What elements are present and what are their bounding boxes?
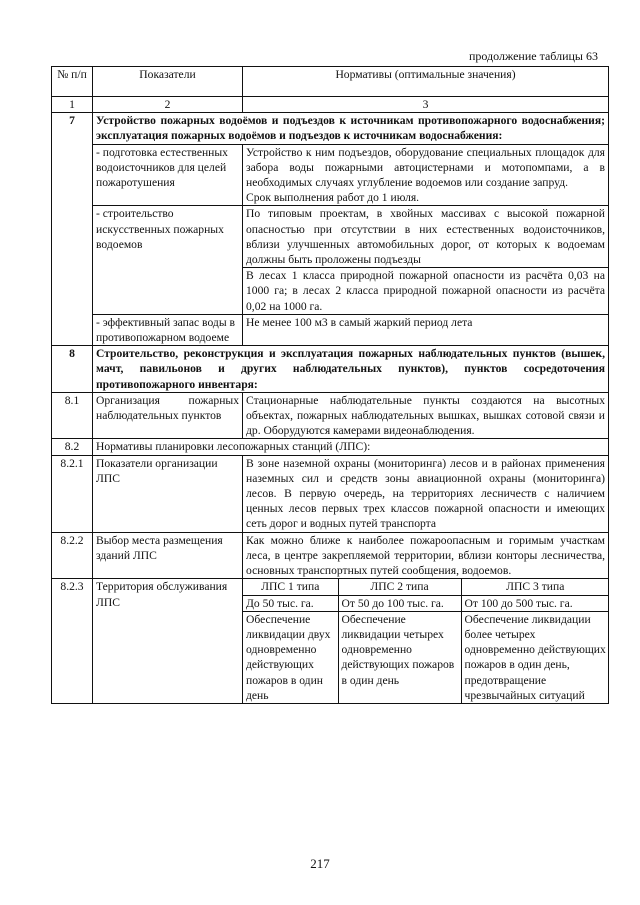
indicator-cell: Организация пожарных наблюдательных пунктов xyxy=(93,392,243,439)
lps-type-desc: Обеспечение ликвидации двух одновременно действующих пожаров в один день xyxy=(243,611,338,703)
table-row xyxy=(52,314,609,345)
section-8-row xyxy=(52,346,609,393)
indicator-cell: Территория обслуживания ЛПС xyxy=(93,579,243,704)
table-row xyxy=(52,532,609,579)
indicator-cell: - эффективный запас воды в противопожарном водоеме xyxy=(93,314,243,345)
header-indicators: Показатели xyxy=(93,67,243,97)
table-row xyxy=(52,455,609,532)
lps-type-desc: Обеспечение ликвидации четырех одновременно действующих пожаров в один день xyxy=(338,611,461,703)
norm-cell: В зоне наземной охраны (мониторинга) лесов и в районах применения наземных сил и средств зоны авиационной охраны (мониторинга) лесов. В первую очередь, на территориях лесничеств с наличием ценных лесов первых трех классов пожарной опасности и имеющих сеть дорог и водных путей транспорта xyxy=(243,455,609,532)
lps-type-area: От 100 до 500 тыс. га. xyxy=(461,595,609,611)
table-row xyxy=(52,579,609,704)
norm-text: Устройство к ним подъездов, оборудование специальных площадок для забора воды пожарными автоцистернами и мотопомпами, а в необходимых случаях углубление водоемов или создание запруд. xyxy=(246,145,605,190)
row-num: 8.2.2 xyxy=(52,532,93,579)
row-num: 8.2.3 xyxy=(52,579,93,704)
table-row xyxy=(52,439,609,455)
lps-type-name: ЛПС 3 типа xyxy=(461,579,609,595)
norm-cell: Как можно ближе к наиболее пожароопасным и горимым участкам леса, в центре закрепляемой территории, вблизи конторы лесничества, основных транспортных путей сообщения, водоемов. xyxy=(243,532,609,579)
col-number: 2 xyxy=(93,97,243,113)
row-num: 8.1 xyxy=(52,392,93,439)
norms-table xyxy=(51,66,609,704)
norm-cell: Не менее 100 м3 в самый жаркий период лета xyxy=(243,314,609,345)
indicator-cell: - строительство искусственных пожарных водоемов xyxy=(93,206,243,314)
column-numbers-row xyxy=(52,97,609,113)
lps-type-areas xyxy=(243,595,609,611)
table-row xyxy=(52,206,609,268)
continuation-label: продолжение таблицы 63 xyxy=(468,49,598,63)
row-num: 8.2.1 xyxy=(52,455,93,532)
header-norms: Нормативы (оптимальные значения) xyxy=(243,67,609,97)
lps-types-table xyxy=(243,579,609,703)
norm-cell xyxy=(243,144,609,206)
indicator-cell: - подготовка естественных водоисточников для целей пожаротушения xyxy=(93,144,243,206)
norm-cell: По типовым проектам, в хвойных массивах с высокой пожарной опасностью при отсутствии в них естественных водоисточников, вблизи улучшенных автомобильных дорог, от которых к водоемам должны быть проложены подъезды xyxy=(243,206,609,268)
section-num: 8 xyxy=(52,346,93,393)
section-title: Устройство пожарных водоёмов и подъездов к источникам противопожарного водоснабжения; эксплуатация пожарных водоёмов и подъездов к источникам водоснабжения: xyxy=(93,113,609,144)
header-num: № п/п xyxy=(52,67,93,97)
table-row xyxy=(52,392,609,439)
lps-type-area: До 50 тыс. га. xyxy=(243,595,338,611)
lps-type-name: ЛПС 1 типа xyxy=(243,579,338,595)
lps-type-name: ЛПС 2 типа xyxy=(338,579,461,595)
table-row xyxy=(52,144,609,206)
header-row xyxy=(52,67,609,97)
norm-cell: В лесах 1 класса природной пожарной опасности из расчёта 0,03 на 1000 га; в лесах 2 класса природной пожарной опасности из расчёта 0,02 на 1000 га. xyxy=(243,268,609,315)
col-number: 3 xyxy=(243,97,609,113)
lps-type-names xyxy=(243,579,609,595)
row-num: 8.2 xyxy=(52,439,93,455)
norm-cell: Стационарные наблюдательные пункты создаются на высотных объектах, пожарных наблюдательных вышках, вышках сотовой связи и др. Оборудуются камерами видеонаблюдения. xyxy=(243,392,609,439)
norm-text: Срок выполнения работ до 1 июля. xyxy=(246,191,420,205)
indicator-cell: Показатели организации ЛПС xyxy=(93,455,243,532)
page-number: 217 xyxy=(310,856,330,871)
section-title: Строительство, реконструкция и эксплуатация пожарных наблюдательных пунктов (вышек, мачт, павильонов и других наблюдательных пунктов), пунктов сосредоточения противопожарного инвентаря: xyxy=(93,346,609,393)
section-7-row xyxy=(52,113,609,144)
lps-type-area: От 50 до 100 тыс. га. xyxy=(338,595,461,611)
lps-types-cell xyxy=(243,579,609,704)
lps-type-descriptions xyxy=(243,611,609,703)
lps-type-desc: Обеспечение ликвидации более четырех одновременно действующих пожаров в один день, предотвращение чрезвычайных ситуаций xyxy=(461,611,609,703)
indicator-cell: Выбор места размещения зданий ЛПС xyxy=(93,532,243,579)
subsection-title: Нормативы планировки лесопожарных станций (ЛПС): xyxy=(93,439,609,455)
col-number: 1 xyxy=(52,97,93,113)
section-num: 7 xyxy=(52,113,93,346)
